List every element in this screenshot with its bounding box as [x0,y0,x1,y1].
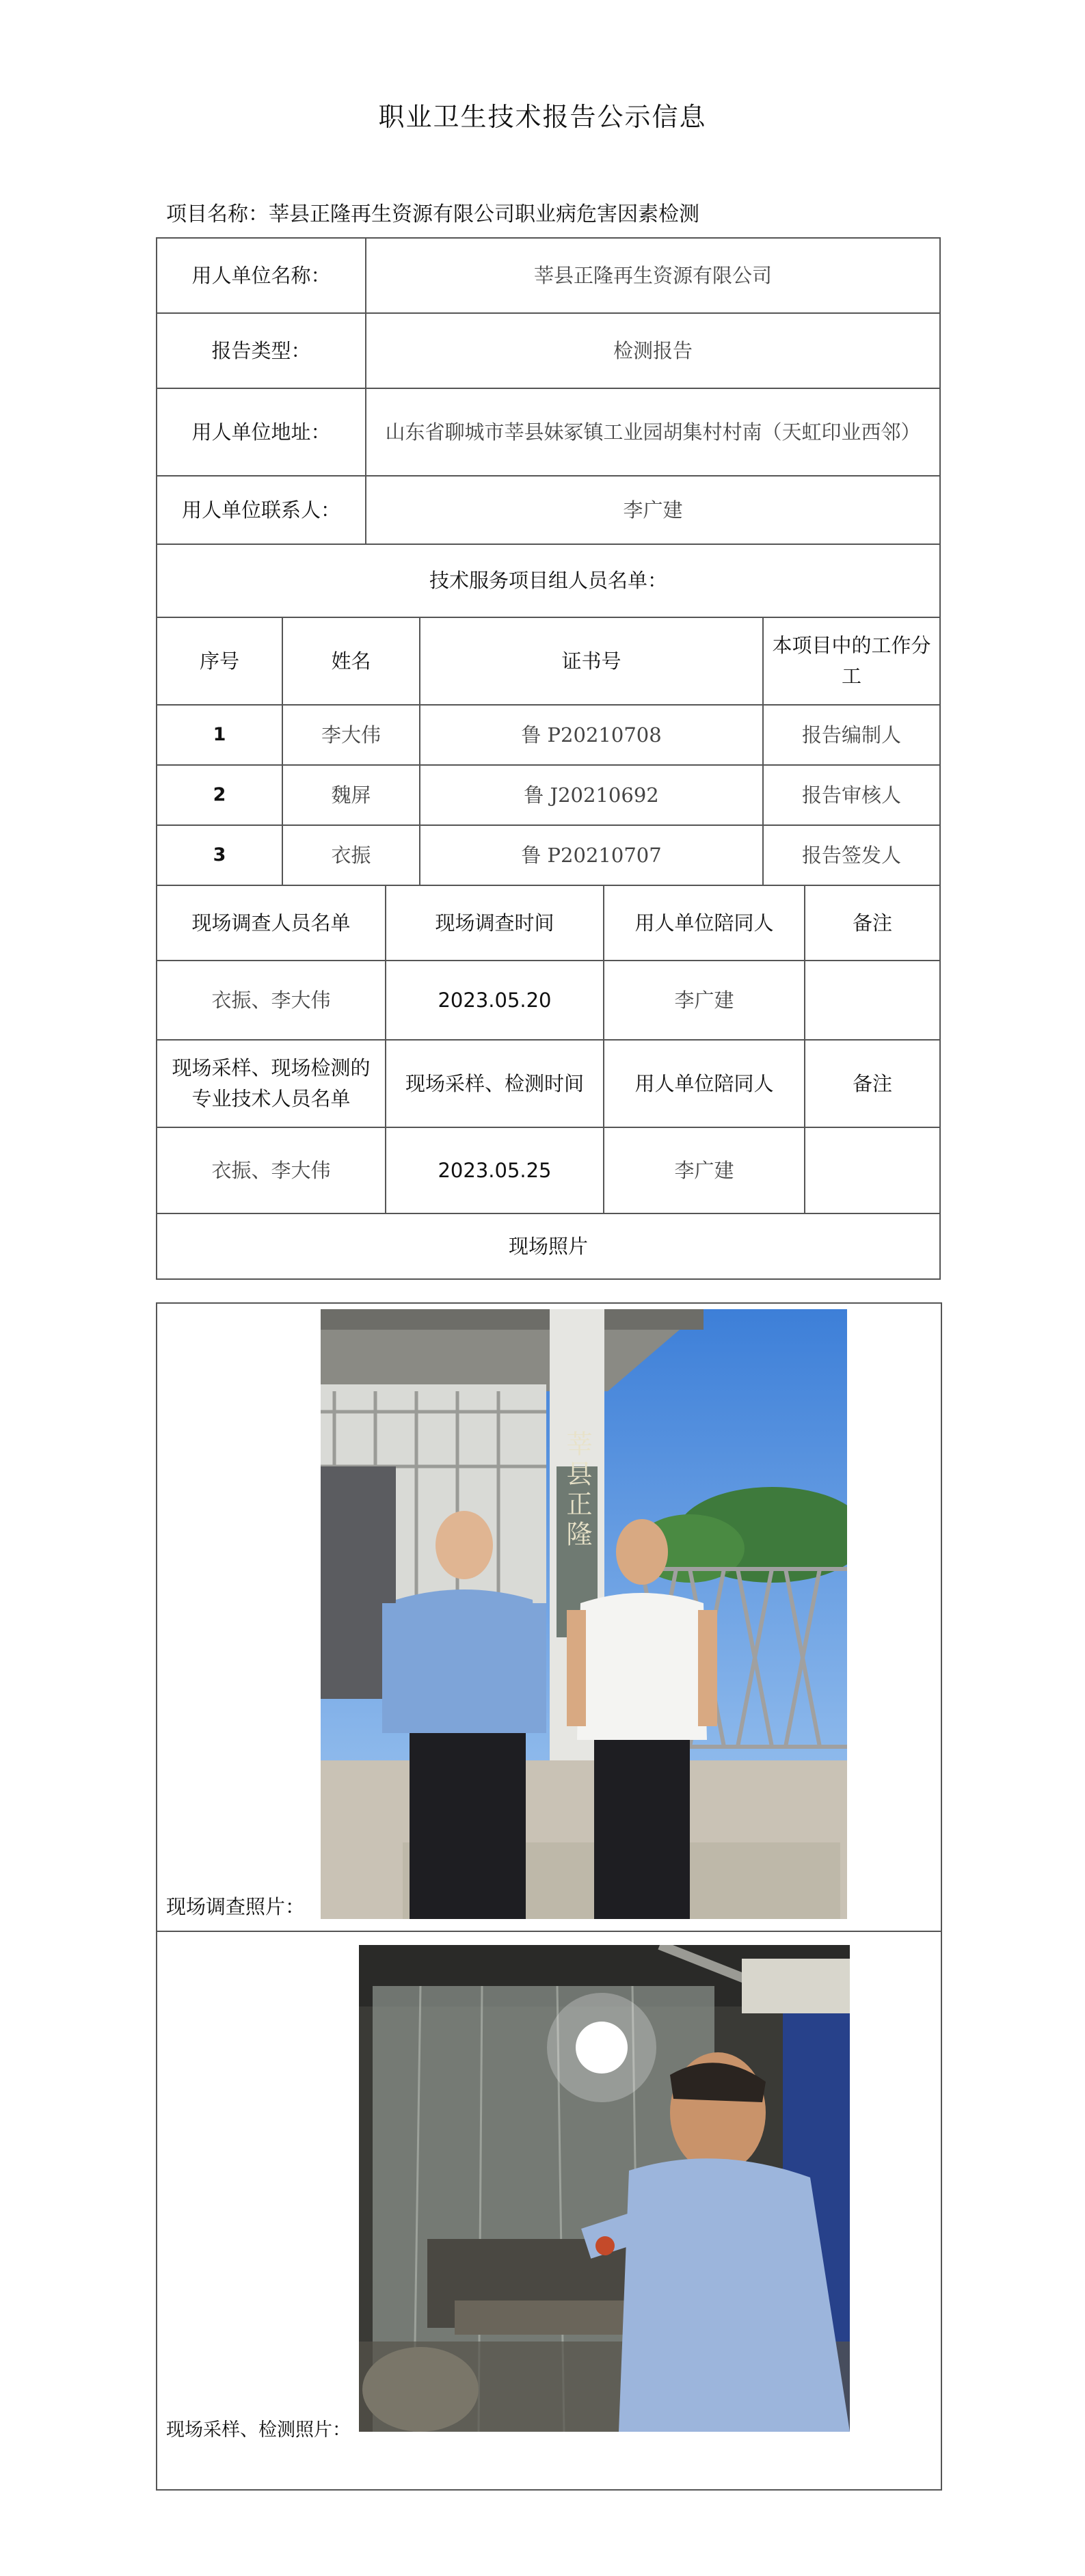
address-value: 山东省聊城市莘县妹冢镇工业园胡集村村南（天虹印业西邻） [366,388,940,476]
sampling-photo [359,1945,850,2432]
sampling-photo-image [359,1945,850,2432]
table-row [157,961,940,1040]
address-label: 用人单位地址： [157,388,366,476]
team-table [156,617,941,886]
survey-date: 2023.05.20 [386,961,604,1040]
photos-heading: 现场照片 [157,1213,940,1279]
table-row [157,825,940,885]
table-row [157,1127,940,1213]
project-name-line: 项目名称：莘县正隆再生资源有限公司职业病危害因素检测 [166,202,699,226]
contact-value: 李广建 [366,476,940,544]
report-type-value: 检测报告 [366,313,940,388]
team-header-no: 序号 [157,617,282,705]
sampling-photo-label: 现场采样、检测照片： [166,2419,351,2441]
sign-text: 莘县正隆 [562,1430,592,1551]
survey-header-note: 备注 [805,885,940,961]
sampling-photo-row [157,1932,941,2489]
sampling-header-companion: 用人单位陪同人 [604,1040,805,1127]
sampling-staff: 衣振、李大伟 [157,1127,386,1213]
survey-note [805,961,940,1040]
survey-photo-label: 现场调查照片： [166,1895,306,1918]
team-no: 3 [157,825,282,885]
team-name: 衣振 [282,825,420,885]
team-heading: 技术服务项目组人员名单： [157,544,940,617]
team-role: 报告签发人 [763,825,940,885]
sampling-date: 2023.05.25 [386,1127,604,1213]
table-row [157,765,940,825]
team-role: 报告编制人 [763,705,940,765]
team-header-name: 姓名 [282,617,420,705]
sampling-header-staff: 现场采样、现场检测的专业技术人员名单 [157,1040,386,1127]
page-title: 职业卫生技术报告公示信息 [378,102,707,132]
team-role: 报告审核人 [763,765,940,825]
survey-photo-row [157,1304,941,1932]
team-no: 1 [157,705,282,765]
photo-box [156,1302,942,2491]
survey-photo-image [321,1309,847,1919]
survey-companion: 李广建 [604,961,805,1040]
unit-info-table [156,237,941,618]
report-type-label: 报告类型： [157,313,366,388]
team-cert: 鲁 P20210708 [420,705,763,765]
survey-header-staff: 现场调查人员名单 [157,885,386,961]
unit-name-label: 用人单位名称： [157,238,366,313]
team-header-cert: 证书号 [420,617,763,705]
table-row [157,705,940,765]
unit-name-value: 莘县正隆再生资源有限公司 [366,238,940,313]
survey-table [156,885,941,1280]
survey-header-date: 现场调查时间 [386,885,604,961]
team-cert: 鲁 J20210692 [420,765,763,825]
sampling-companion: 李广建 [604,1127,805,1213]
sampling-header-date: 现场采样、检测时间 [386,1040,604,1127]
survey-header-companion: 用人单位陪同人 [604,885,805,961]
team-cert: 鲁 P20210707 [420,825,763,885]
sampling-note [805,1127,940,1213]
team-name: 魏屏 [282,765,420,825]
team-name: 李大伟 [282,705,420,765]
survey-photo [321,1309,847,1919]
team-no: 2 [157,765,282,825]
team-header-role: 本项目中的工作分工 [763,617,940,705]
sampling-header-note: 备注 [805,1040,940,1127]
survey-staff: 衣振、李大伟 [157,961,386,1040]
contact-label: 用人单位联系人： [157,476,366,544]
